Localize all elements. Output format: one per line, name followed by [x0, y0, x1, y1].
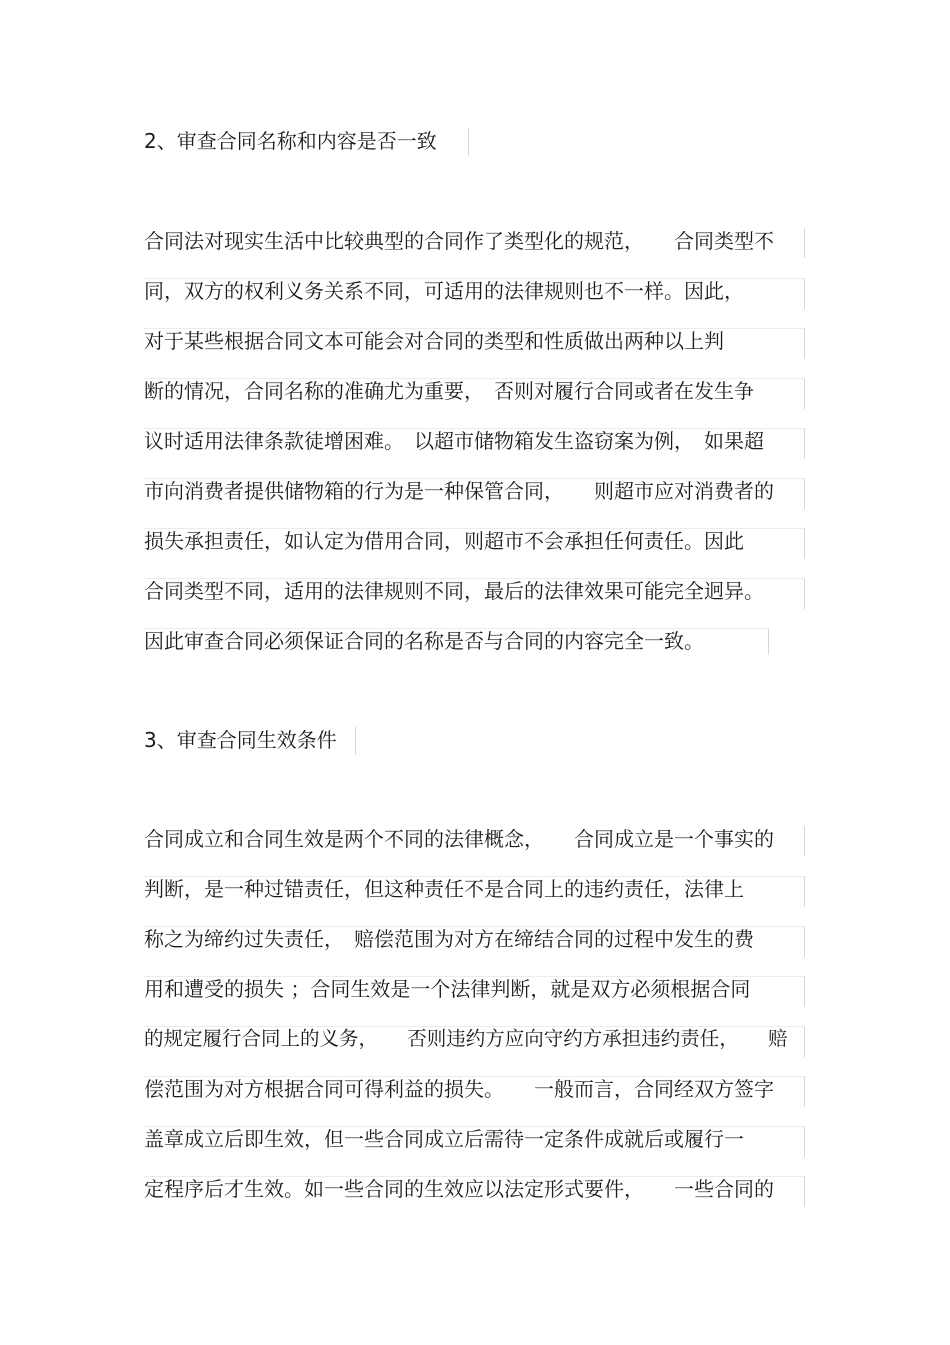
paragraph-line: 对于某些根据合同文本可能会对合同的类型和性质做出两种以上判	[144, 329, 724, 353]
paragraph-line: 断的情况，合同名称的准确尤为重要， 否则对履行合同或者在发生争	[144, 379, 754, 403]
paragraph-line: 市向消费者提供储物箱的行为是一种保管合同， 则超市应对消费者的	[144, 479, 774, 503]
paragraph-line: 合同类型不同，适用的法律规则不同，最后的法律效果可能完全迥异。	[144, 579, 764, 603]
paragraph-line: 合同法对现实生活中比较典型的合同作了类型化的规范， 合同类型不	[144, 229, 774, 253]
section-heading-3: 3、审查合同生效条件	[144, 728, 337, 752]
paragraph-line: 判断，是一种过错责任，但这种责任不是合同上的违约责任，法律上	[144, 877, 744, 901]
paragraph-line: 用和遭受的损失 ；合同生效是一个法律判断，就是双方必须根据合同	[144, 977, 751, 1001]
paragraph-line: 称之为缔约过失责任， 赔偿范围为对方在缔结合同的过程中发生的费	[144, 927, 754, 951]
paragraph-line: 议时适用法律条款徒增困难。 以超市储物箱发生盗窃案为例， 如果超	[144, 429, 764, 453]
paragraph-line: 损失承担责任，如认定为借用合同，则超市不会承担任何责任。因此	[144, 529, 744, 553]
paragraph-line: 因此审查合同必须保证合同的名称是否与合同的内容完全一致。	[144, 629, 704, 653]
paragraph-line: 合同成立和合同生效是两个不同的法律概念， 合同成立是一个事实的	[144, 827, 774, 851]
paragraph-line: 偿范围为对方根据合同可得利益的损失。 一般而言，合同经双方签字	[144, 1077, 774, 1101]
paragraph-line: 的规定履行合同上的义务， 否则违约方应向守约方承担违约责任， 赔	[144, 1027, 788, 1050]
paragraph-line: 盖章成立后即生效，但一些合同成立后需待一定条件成就后或履行一	[144, 1127, 744, 1151]
paragraph-line: 同，双方的权利义务关系不同，可适用的法律规则也不一样。因此，	[144, 279, 744, 303]
paragraph-line: 定程序后才生效。如一些合同的生效应以法定形式要件， 一些合同的	[144, 1177, 774, 1201]
section-heading-2: 2、审查合同名称和内容是否一致	[144, 129, 437, 153]
